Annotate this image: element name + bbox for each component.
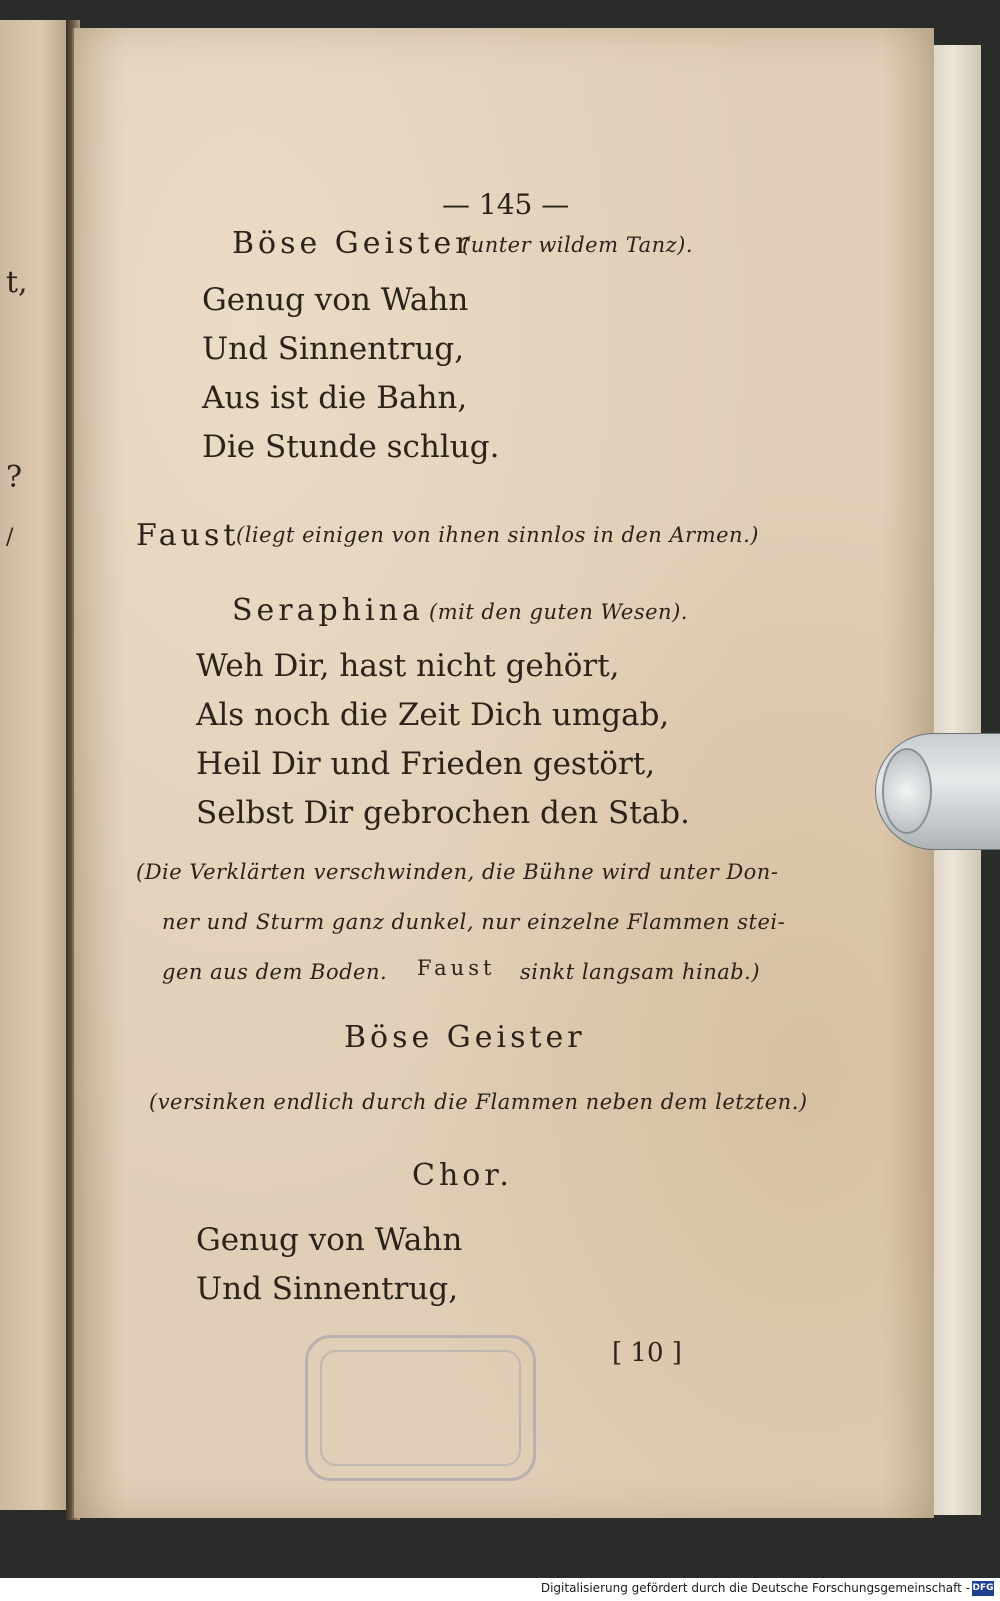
verse-line: Und Sinnentrug, xyxy=(202,331,465,367)
verse-line: Weh Dir, hast nicht gehört, xyxy=(196,648,620,684)
stage-direction: gen aus dem Boden. xyxy=(162,960,388,984)
stage-direction: (unter wildem Tanz). xyxy=(462,233,694,257)
speaker-heading: Böse Geister xyxy=(344,1020,586,1055)
verse-line: Aus ist die Bahn, xyxy=(202,380,468,416)
stage-direction: (versinken endlich durch die Flammen neben dem letzten.) xyxy=(149,1090,808,1114)
stage-direction: (liegt einigen von ihnen sinnlos in den Armen.) xyxy=(236,523,759,547)
stage-direction: (Die Verklärten verschwinden, die Bühne wird unter Don- xyxy=(136,860,779,884)
verse-stanza xyxy=(202,276,499,472)
speaker-heading: Seraphina xyxy=(232,593,424,628)
book-page xyxy=(72,28,934,1518)
left-page-fragment: ? xyxy=(6,460,23,495)
stage-direction: sinkt langsam hinab.) xyxy=(520,960,761,984)
left-page-fragment: t, xyxy=(6,265,28,300)
stage-direction: (mit den guten Wesen). xyxy=(429,600,688,624)
left-page-fragment: / xyxy=(6,525,14,550)
verse-line: Genug von Wahn xyxy=(202,282,469,318)
speaker-heading: Chor. xyxy=(412,1158,513,1193)
stage-direction-name: Faust xyxy=(417,956,496,980)
verse-line: Selbst Dir gebrochen den Stab. xyxy=(196,795,690,831)
footer-credit: Digitalisierung gefördert durch die Deutsche Forschungsgemeinschaft - xyxy=(540,1581,970,1595)
library-stamp xyxy=(305,1335,536,1481)
library-stamp-inner-border xyxy=(320,1350,521,1466)
verse-line: Genug von Wahn xyxy=(196,1222,463,1258)
dfg-logo: DFG xyxy=(972,1581,994,1596)
speaker-heading: Faust xyxy=(136,518,240,553)
speaker-heading: Böse Geister xyxy=(232,226,474,261)
stage-direction: ner und Sturm ganz dunkel, nur einzelne Flammen stei- xyxy=(162,910,786,934)
verse-line: Die Stunde schlug. xyxy=(202,429,500,465)
verse-stanza xyxy=(196,642,690,838)
verse-line: Heil Dir und Frieden gestört, xyxy=(196,746,656,782)
page-number: — 145 — xyxy=(442,188,570,221)
page-clip-ring xyxy=(882,748,932,834)
left-facing-page xyxy=(0,20,70,1510)
signature-mark: [ 10 ] xyxy=(612,1338,682,1368)
verse-line: Als noch die Zeit Dich umgab, xyxy=(196,697,670,733)
verse-line: Und Sinnentrug, xyxy=(196,1271,459,1307)
verse-stanza xyxy=(196,1216,462,1314)
